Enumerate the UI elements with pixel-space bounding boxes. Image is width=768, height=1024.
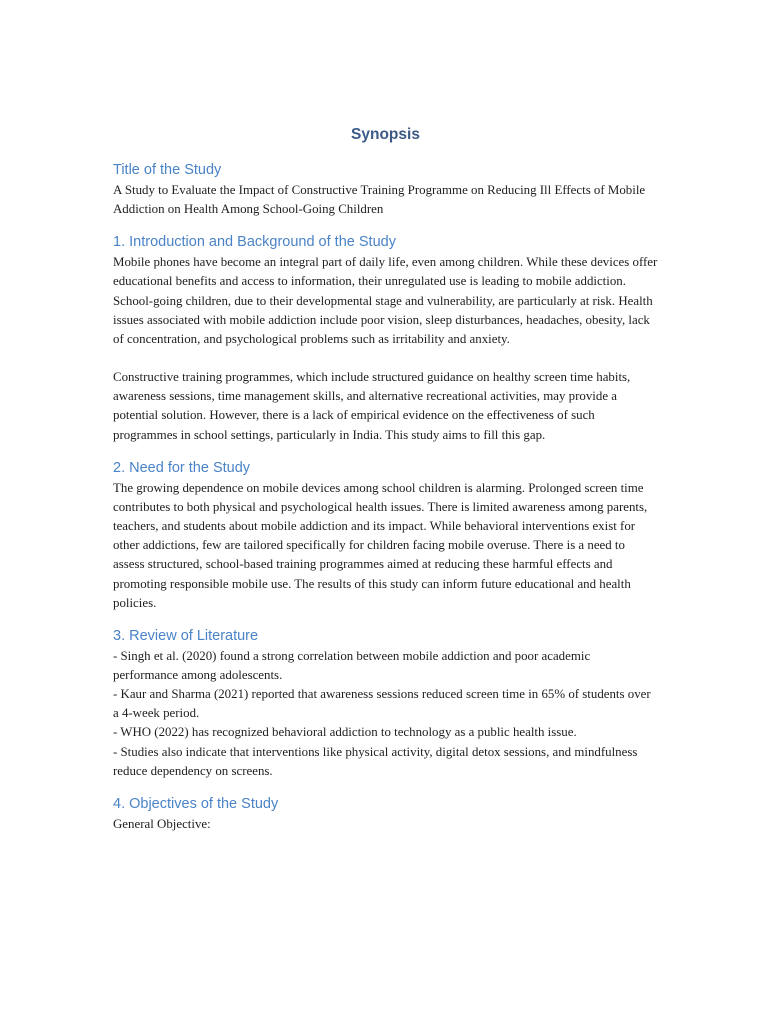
section-heading-need: 2. Need for the Study bbox=[113, 459, 251, 476]
general-objective-label: General Objective: bbox=[113, 816, 211, 831]
literature-item: - WHO (2022) has recognized behavioral addiction to technology as a public health issue. bbox=[113, 725, 577, 740]
need-paragraph: The growing dependence on mobile devices among school children is alarming. Prolonged screen time contributes to both physical and psychological health issues. There is limited awareness among parents, teachers, and students about mobile addiction and its impact. While behavioral interventions exist for other addictions, few are tailored specifically for children facing mobile overuse. There is a need to assess structured, school-based training programmes aimed at reducing these harmful effects and promoting responsible mobile use. The results of this study can inform future educational and health policies. bbox=[113, 480, 648, 610]
study-title-text: A Study to Evaluate the Impact of Constructive Training Programme on Reducing Ill Effects of Mobile Addiction on Health Among School-Going Children bbox=[113, 183, 646, 217]
literature-item: - Kaur and Sharma (2021) reported that awareness sessions reduced screen time in 65% of students over a 4-week period. bbox=[113, 687, 651, 721]
literature-item: - Studies also indicate that interventions like physical activity, digital detox sessions, and mindfulness reduce dependency on screens. bbox=[113, 744, 638, 778]
literature-item: - Singh et al. (2020) found a strong correlation between mobile addiction and poor academic performance among adolescents. bbox=[113, 648, 591, 682]
introduction-paragraph-2: Constructive training programmes, which include structured guidance on healthy screen time habits, awareness sessions, time management skills, and alternative recreational activities, may provide a potential solution. However, there is a lack of empirical evidence on the effectiveness of such programmes in school settings, particularly in India. This study aims to fill this gap. bbox=[113, 370, 631, 442]
document-title: Synopsis bbox=[351, 126, 420, 143]
document-content bbox=[113, 124, 658, 834]
section-heading-literature: 3. Review of Literature bbox=[113, 627, 259, 644]
section-heading-title-of-study: Title of the Study bbox=[113, 162, 222, 178]
section-heading-introduction: 1. Introduction and Background of the Study bbox=[113, 234, 396, 251]
section-heading-objectives: 4. Objectives of the Study bbox=[113, 795, 279, 812]
literature-list bbox=[113, 647, 658, 781]
introduction-paragraph-1: Mobile phones have become an integral part of daily life, even among children. While these devices offer educational benefits and access to information, their unregulated use is leading to mobile addiction. School-going children, due to their developmental stage and vulnerability, are particularly at risk. Health issues associated with mobile addiction include poor vision, sleep disturbances, headaches, obesity, lack of concentration, and psychological problems such as irritability and anxiety. bbox=[113, 255, 658, 346]
